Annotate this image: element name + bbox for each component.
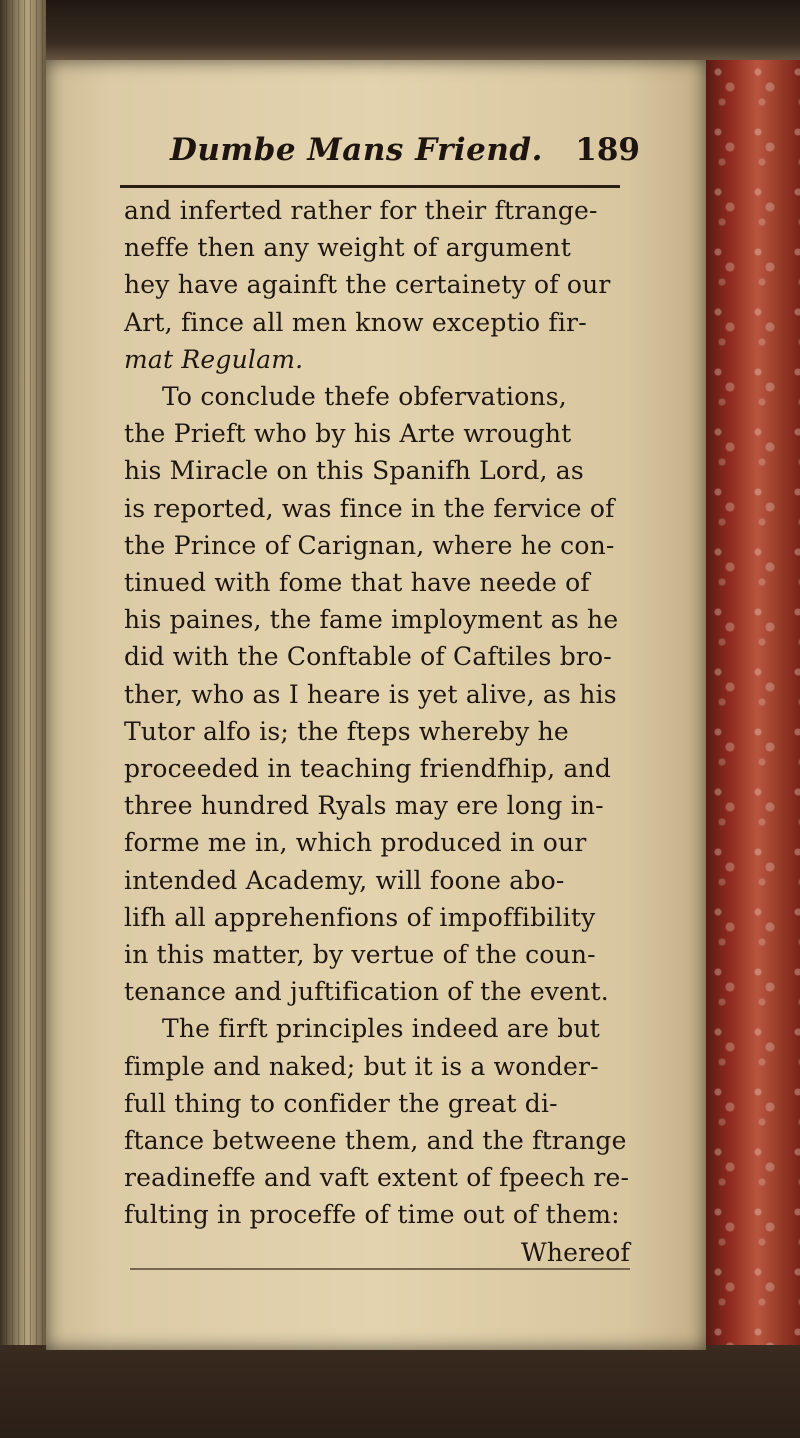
book-cover bbox=[706, 60, 800, 1360]
text-line: lifh all apprehenfions of impoffibility bbox=[124, 902, 596, 932]
text-line: mat Regulam. bbox=[124, 344, 304, 374]
text-line: Tutor alfo is; the fteps whereby he bbox=[124, 716, 569, 746]
running-title: Dumbe Mans Friend. bbox=[170, 132, 543, 168]
text-line: and inferted rather for their ftrange- bbox=[124, 196, 598, 225]
page-edges bbox=[0, 0, 46, 1438]
text-line: is reported, was fince in the fervice of bbox=[124, 493, 615, 523]
text-line: neffe then any weight of argument bbox=[124, 233, 571, 263]
text-line: the Prince of Carignan, where he con- bbox=[124, 530, 615, 560]
text-line: his paines, the fame imployment as he bbox=[124, 605, 619, 635]
body-text bbox=[124, 192, 636, 1271]
text-line: three hundred Ryals may ere long in- bbox=[124, 791, 604, 821]
text-line: fimple and naked; but it is a wonder- bbox=[124, 1051, 599, 1081]
page-number: 189 bbox=[575, 132, 640, 168]
bottom-background bbox=[0, 1345, 800, 1438]
text-line: intended Academy, will foone abo- bbox=[124, 865, 565, 895]
text-line: ther, who as I heare is yet alive, as his bbox=[124, 679, 617, 709]
text-line: did with the Conftable of Caftiles bro- bbox=[124, 642, 612, 672]
text-line: ftance betweene them, and the ftrange bbox=[124, 1126, 627, 1156]
text-line: The firft principles indeed are but bbox=[162, 1014, 600, 1044]
text-line: full thing to confider the great di- bbox=[124, 1088, 558, 1118]
text-line: tenance and juftification of the event. bbox=[124, 977, 609, 1007]
text-line: his Miracle on this Spanifh Lord, as bbox=[124, 456, 584, 486]
text-line: readineffe and vaft extent of fpeech re- bbox=[124, 1163, 630, 1193]
text-line: proceeded in teaching friendfhip, and bbox=[124, 754, 612, 784]
header-rule bbox=[120, 185, 620, 188]
catchword: Whereof bbox=[520, 1237, 630, 1267]
text-line: the Prieft who by his Arte wrought bbox=[124, 419, 572, 449]
text-line: To conclude thefe obfervations, bbox=[162, 382, 567, 412]
text-line: tinued with fome that have neede of bbox=[124, 568, 590, 598]
bottom-rule bbox=[130, 1268, 630, 1270]
text-line: in this matter, by vertue of the coun- bbox=[124, 940, 596, 970]
text-line: fulting in proceffe of time out of them: bbox=[124, 1200, 620, 1230]
page-header bbox=[170, 132, 640, 178]
text-line: hey have againft the certainety of our bbox=[124, 270, 611, 300]
top-background bbox=[0, 0, 800, 62]
text-line: forme me in, which produced in our bbox=[124, 828, 587, 858]
text-line: Art, fince all men know exceptio fir- bbox=[124, 307, 587, 337]
